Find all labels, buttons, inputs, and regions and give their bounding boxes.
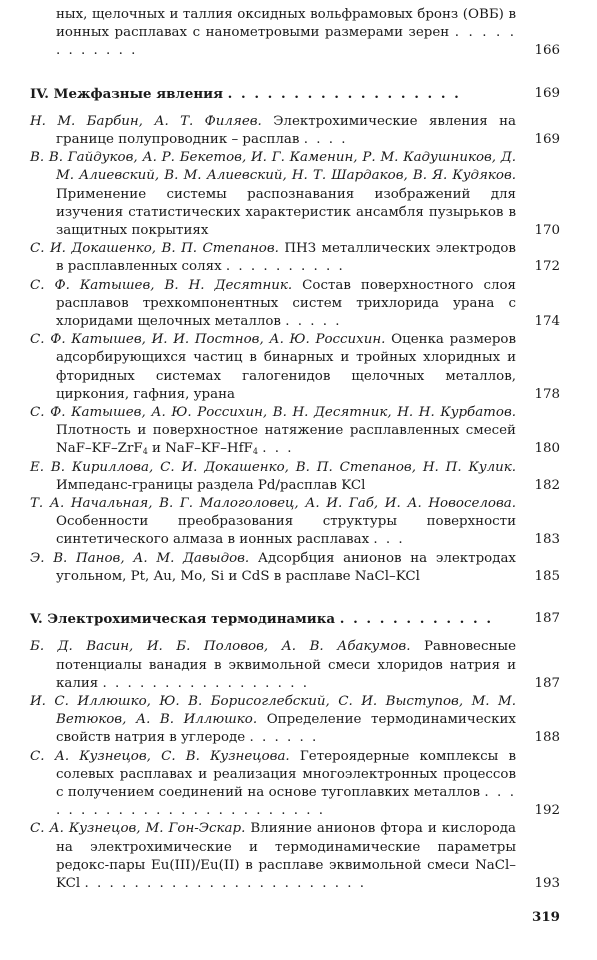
entry-authors: Э. В. Панов, А. М. Давыдов.	[30, 550, 250, 566]
entry-authors: Т. А. Начальная, В. Г. Малоголовец, А. И. Габ, И. А. Новоселова.	[30, 496, 516, 512]
leader-dots: . . . . . . . . . . . . . . . . . . . . . . .	[84, 875, 366, 891]
entry-authors: С. Ф. Катышев, А. Ю. Россихин, В. Н. Десятник, Н. Н. Курбатов.	[30, 405, 516, 421]
entry-authors: В. В. Гайдуков, А. Р. Бекетов, И. Г. Каменин, Р. М. Кадушников, Д. М. Алиевский, В. М. Алиевский, Н. Т. Шардаков, В. Я. Кудяков.	[30, 150, 516, 184]
page-ref: 192	[534, 803, 560, 819]
toc-entry	[30, 638, 560, 693]
entry-title: ных, щелочных и таллия оксидных вольфрамовых бронз (ОВБ) в ионных расплавах с нанометровыми размерами зерен	[56, 7, 516, 41]
leader-dots: . . . . . . . . . .	[225, 259, 345, 275]
entry-authors: Е. В. Кириллова, С. И. Докашенко, В. П. Степанов, Н. П. Кулик.	[30, 459, 516, 475]
entry-title: ПНЗ металлических электродов в расплавленных солях	[56, 241, 516, 275]
entry-authors: С. А. Кузнецов, М. Гон-Эскар.	[30, 821, 246, 837]
leader-dots: . . .	[373, 532, 405, 548]
entry-title: Импеданс-границы раздела Pd/расплав KCl	[56, 477, 366, 493]
page-ref: 180	[534, 441, 560, 457]
entry-authors: С. И. Докашенко, В. П. Степанов.	[30, 241, 279, 257]
page-ref: 182	[534, 477, 560, 493]
entry-title: Гетероядерные комплексы в солевых расплавах и реализация многоэлектронных процессов с получением соединений на основе тугоплавких металлов	[56, 748, 517, 800]
page-ref: 172	[534, 259, 560, 275]
page-ref: 193	[534, 875, 560, 891]
toc-entry	[30, 404, 560, 459]
subscript: 4	[252, 447, 258, 457]
toc-entry	[30, 459, 560, 495]
toc-entry	[30, 495, 560, 550]
toc-entry	[30, 113, 560, 149]
toc-entry	[30, 331, 560, 404]
entry-title: Электрохимические явления на границе полупроводник – расплав	[56, 113, 516, 148]
section-title: IV. Межфазные явления	[30, 85, 223, 102]
leader-dots: . . . . . . . . . . . .	[339, 611, 493, 628]
toc-entry	[30, 820, 560, 893]
entry-title: Состав поверхностного слоя расплавов трехкомпонентных систем трихлорида урана с хлоридами щелочных металлов	[56, 277, 516, 330]
table-of-contents	[30, 6, 560, 893]
toc-entry	[30, 550, 560, 586]
toc-entry	[30, 240, 560, 276]
entry-title-part: Плотность и поверхностное натяжение расплавленных смесей NaF–KF–ZrF	[56, 423, 516, 457]
entry-authors: С. А. Кузнецов, С. В. Кузнецова.	[30, 748, 290, 764]
entry-authors: Н. М. Барбин, А. Т. Филяев.	[30, 113, 262, 129]
entry-authors: С. Ф. Катышев, В. Н. Десятник.	[30, 277, 293, 293]
section-heading-iv	[30, 85, 560, 103]
page-ref: 169	[534, 132, 560, 148]
entry-title: Применение системы распознавания изображений для изучения статистических характеристик ансамбля пузырьков в защитных покрытиях	[56, 186, 516, 239]
page-ref: 187	[534, 675, 560, 691]
page-ref: 166	[534, 43, 560, 59]
page-ref: 187	[534, 611, 560, 627]
page-ref: 174	[534, 314, 560, 330]
section-title: V. Электрохимическая термодинамика	[30, 611, 336, 628]
leader-dots: . . . .	[303, 132, 348, 148]
entry-title: Адсорбция анионов на электродах угольном, Pt, Au, Mo, Si и CdS в расплаве NaCl–KCl	[56, 550, 516, 584]
leader-dots: . . . . . .	[249, 730, 319, 746]
leader-dots: . . . . . . . . . . . . . . . . . .	[227, 85, 461, 102]
toc-entry	[30, 693, 560, 748]
leader-dots: . . . . .	[285, 314, 342, 330]
page-ref: 178	[534, 386, 560, 402]
leader-dots: . . . . . . . . . . . . . . . . . . . . . . . . .	[56, 784, 516, 819]
toc-entry-continuation	[30, 6, 560, 61]
subscript: 4	[142, 447, 148, 457]
toc-entry	[30, 748, 560, 821]
page-number: 319	[532, 909, 560, 925]
entry-authors: Б. Д. Васин, И. Б. Половов, А. В. Абакумов.	[30, 639, 411, 655]
page-ref: 183	[534, 532, 560, 548]
entry-authors: И. С. Иллюшко, Ю. В. Борисоглебский, С. И. Выступов, М. М. Ветюков, А. В. Иллюшко.	[30, 693, 516, 728]
entry-title-part: и NaF–KF–HfF	[147, 441, 253, 457]
entry-title: Влияние анионов фтора и кислорода на электрохимические и термодинамические параметры редокс-пары Eu(III)/Eu(II) в расплаве эквимольной смеси NaCl–KCl	[56, 821, 516, 891]
entry-title: Оценка размеров адсорбирующихся частиц в бинарных и тройных хлоридных и фторидных системах галогенидов щелочных металлов, циркония, гафния, урана	[56, 332, 516, 402]
page-ref: 169	[534, 85, 560, 101]
page-ref: 185	[534, 568, 560, 584]
section-heading-v	[30, 610, 560, 628]
leader-dots: . . . . . . . . . . . .	[56, 25, 516, 59]
page-ref: 170	[534, 223, 560, 239]
toc-entry	[30, 149, 560, 240]
entry-title: Определение термодинамических свойств натрия в углероде	[56, 712, 516, 746]
leader-dots: . . .	[262, 441, 294, 457]
entry-authors: С. Ф. Катышев, И. И. Постнов, А. Ю. Россихин.	[30, 332, 386, 348]
entry-title: Равновесные потенциалы ванадия в эквимольной смеси хлоридов натрия и калия	[56, 639, 516, 691]
entry-title: Особенности преобразования структуры поверхности синтетического алмаза в ионных расплавах	[56, 514, 516, 548]
leader-dots: . . . . . . . . . . . . . . . . .	[102, 675, 309, 691]
toc-entry	[30, 277, 560, 332]
page-ref: 188	[534, 730, 560, 746]
